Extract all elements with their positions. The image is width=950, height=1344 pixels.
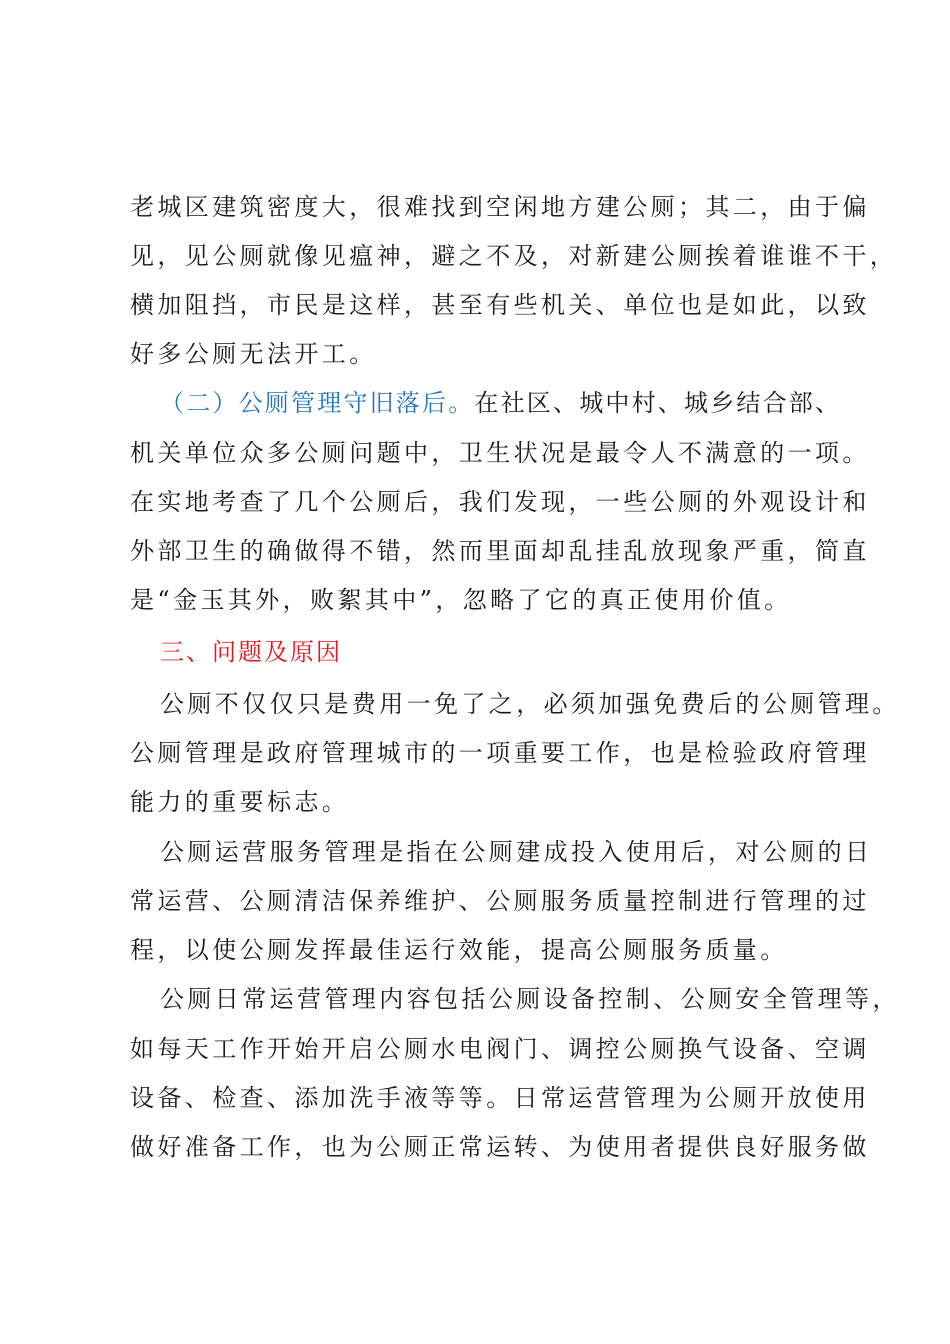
paragraph-2-line-4: 外部卫生的确做得不错，然而里面却乱挂乱放现象严重，简直 (130, 537, 870, 565)
paragraph-5-line-3: 设备、检查、添加洗手液等等。日常运营管理为公厕开放使用 (130, 1084, 870, 1112)
paragraph-5-line-1: 公厕日常运营管理内容包括公厕设备控制、公厕安全管理等， (160, 985, 900, 1013)
paragraph-3-line-1: 公厕不仅仅只是费用一免了之，必须加强免费后的公厕管理。 (160, 690, 900, 718)
paragraph-4-line-3: 程，以使公厕发挥最佳运行效能，提高公厕服务质量。 (130, 936, 788, 964)
paragraph-1-line-3: 横加阻挡，市民是这样，甚至有些机关、单位也是如此，以致 (130, 291, 870, 319)
paragraph-3-line-3: 能力的重要标志。 (130, 788, 350, 816)
paragraph-4-line-1: 公厕运营服务管理是指在公厕建成投入使用后，对公厕的日 (160, 838, 873, 866)
paragraph-1-line-4: 好多公厕无法开工。 (130, 340, 377, 368)
section-heading-3: 三、问题及原因 (160, 638, 342, 666)
subheading-2: （二）公厕管理守旧落后。 (160, 389, 475, 417)
paragraph-2-lead-text: 在社区、城中村、城乡结合部、 (474, 389, 842, 417)
paragraph-4-line-2: 常运营、公厕清洁保养维护、公厕服务质量控制进行管理的过 (130, 887, 870, 915)
paragraph-1-line-1: 老城区建筑密度大，很难找到空闲地方建公厕；其二，由于偏 (130, 193, 870, 221)
paragraph-2-line-3: 在实地考查了几个公厕后，我们发现，一些公厕的外观设计和 (130, 488, 870, 516)
paragraph-1-line-2: 见，见公厕就像见瘟神，避之不及，对新建公厕挨着谁谁不干， (130, 242, 898, 270)
paragraph-3-line-2: 公厕管理是政府管理城市的一项重要工作，也是检验政府管理 (130, 739, 870, 767)
paragraph-2-line-5: 是“金玉其外，败絮其中”，忽略了它的真正使用价值。 (130, 586, 792, 614)
paragraph-2-line-1 (160, 383, 841, 423)
paragraph-5-line-4: 做好准备工作，也为公厕正常运转、为使用者提供良好服务做 (130, 1133, 870, 1161)
paragraph-2-line-2: 机关单位众多公厕问题中，卫生状况是最令人不满意的一项。 (130, 439, 870, 467)
paragraph-5-line-2: 如每天工作开始开启公厕水电阀门、调控公厕换气设备、空调 (130, 1035, 870, 1063)
